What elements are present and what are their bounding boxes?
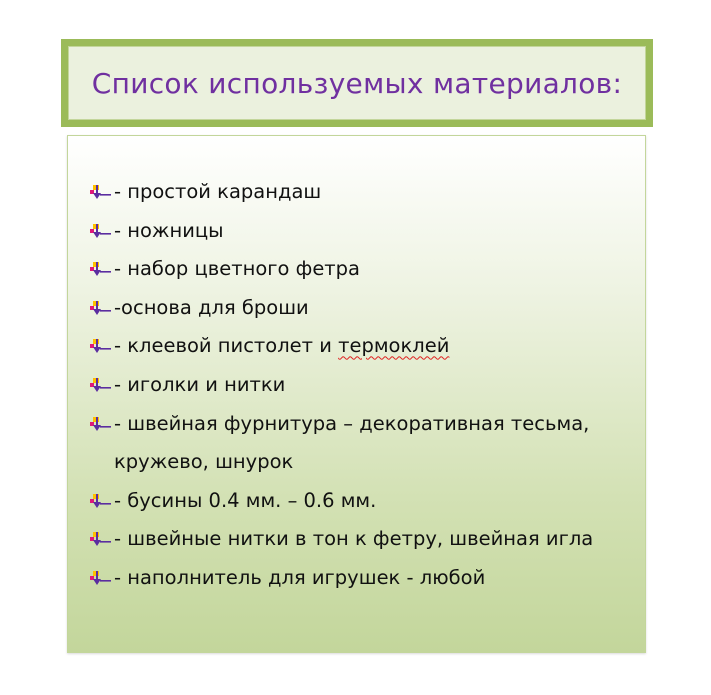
list-item-label-continued: кружево, шнурок [114,450,294,474]
list-item [90,212,642,251]
title-panel [68,46,646,120]
materials-list [90,173,642,598]
list-item-label: - клеевой пистолет и [114,334,339,358]
arrow-down-bullet-icon [90,185,112,201]
list-item [90,559,642,598]
list-item [90,327,642,366]
arrow-down-bullet-icon [90,262,112,278]
arrow-down-bullet-icon [90,339,112,355]
list-item-label: -основа для броши [114,295,309,319]
list-item-label: - простой карандаш [114,180,322,203]
arrow-down-bullet-icon [90,494,112,510]
materials-panel [67,135,646,653]
list-item [90,366,642,405]
list-item-label: - швейные нитки в тон к фетру, швейная игла [114,527,594,551]
list-item [90,405,642,482]
arrow-down-bullet-icon [90,378,112,394]
list-item [90,289,642,328]
spellcheck-marked-word: термоклей [338,334,450,358]
page-title: Список используемых материалов: [91,66,623,100]
arrow-down-bullet-icon [90,532,112,548]
title-frame [61,39,653,127]
arrow-down-bullet-icon [90,301,112,317]
list-item-label: - иголки и нитки [114,372,286,396]
arrow-down-bullet-icon [90,224,112,240]
arrow-down-bullet-icon [90,417,112,433]
list-item-label: - набор цветного фетра [114,257,360,281]
list-item-label: - наполнитель для игрушек - любой [114,565,486,589]
list-item-label: - швейная фурнитура – декоративная тесьма, [114,411,590,435]
list-item [90,520,642,559]
arrow-down-bullet-icon [90,571,112,587]
list-item [90,173,642,212]
list-item [90,250,642,289]
list-item-label: - ножницы [114,218,224,242]
list-item-label: - бусины 0.4 мм. – 0.6 мм. [114,488,377,512]
list-item [90,482,642,521]
